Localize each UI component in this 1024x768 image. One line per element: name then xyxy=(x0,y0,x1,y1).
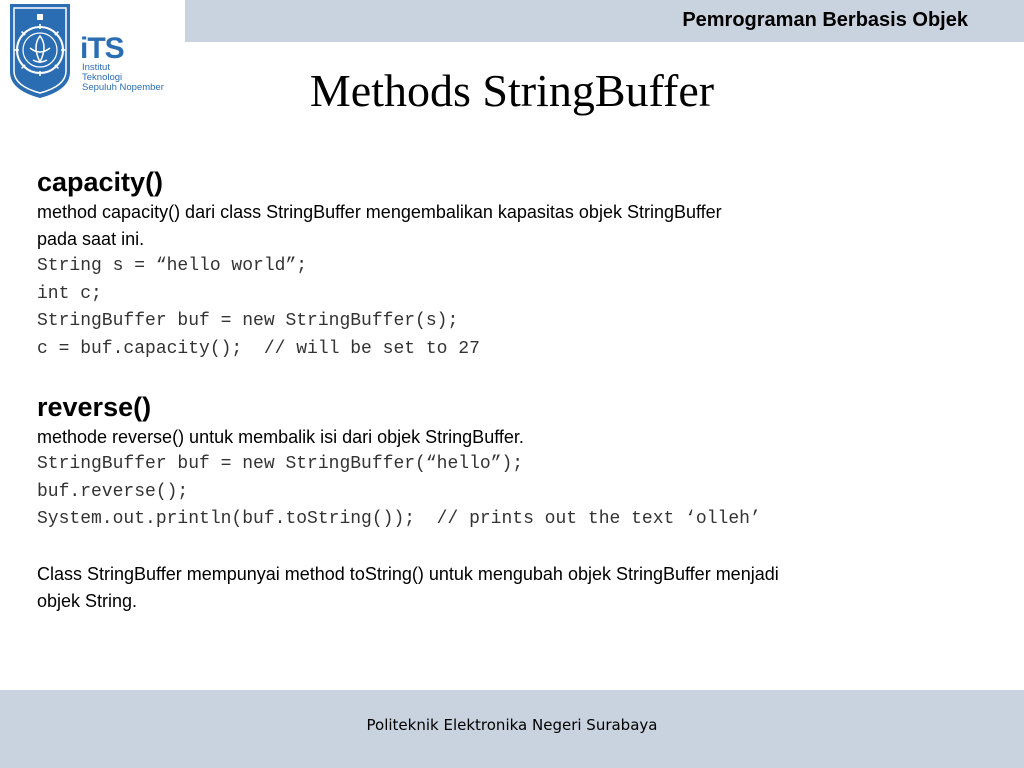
reverse-code-line-3: System.out.println(buf.toString()); // prints out the text ‘olleh’ xyxy=(37,509,761,529)
capacity-code-line-4: c = buf.capacity(); // will be set to 27 xyxy=(37,338,480,359)
section-spacer xyxy=(37,363,997,390)
logo-line-teknologi: Teknologi xyxy=(82,72,123,83)
capacity-heading: capacity() xyxy=(37,167,164,197)
footer-bar xyxy=(0,690,1024,768)
section-spacer xyxy=(37,534,997,561)
reverse-description: methode reverse() untuk membalik isi dari objek StringBuffer. xyxy=(37,427,524,447)
logo-line-sepuluh-nopember: Sepuluh Nopember xyxy=(82,82,164,93)
header-bar xyxy=(185,0,1024,42)
capacity-description-line-1: method capacity() dari class StringBuffer mengembalikan kapasitas objek StringBuffer xyxy=(37,202,722,222)
logo-its-wordmark: iTS xyxy=(80,32,124,65)
tostring-note-line-2: objek String. xyxy=(37,590,138,611)
reverse-code-line-2: buf.reverse(); xyxy=(37,481,189,502)
capacity-code-line-2: int c; xyxy=(37,283,102,304)
footer-institution: Politeknik Elektronika Negeri Surabaya xyxy=(366,716,658,734)
capacity-code-line-1: String s = “hello world”; xyxy=(37,256,308,276)
capacity-description-line-2: pada saat ini. xyxy=(37,229,145,249)
reverse-heading: reverse() xyxy=(37,392,152,422)
tostring-note-line-1: Class StringBuffer mempunyai method toString() untuk mengubah objek StringBuffer menjadi xyxy=(37,563,779,584)
reverse-code-line-1: StringBuffer buf = new StringBuffer(“hello”); xyxy=(37,454,524,474)
course-title: Pemrograman Berbasis Objek xyxy=(682,9,968,31)
slide-title: Methods StringBuffer xyxy=(309,65,715,116)
slide-content xyxy=(37,165,997,615)
logo-line-institut: Institut xyxy=(82,62,110,73)
capacity-code-line-3: StringBuffer buf = new StringBuffer(s); xyxy=(37,311,459,331)
